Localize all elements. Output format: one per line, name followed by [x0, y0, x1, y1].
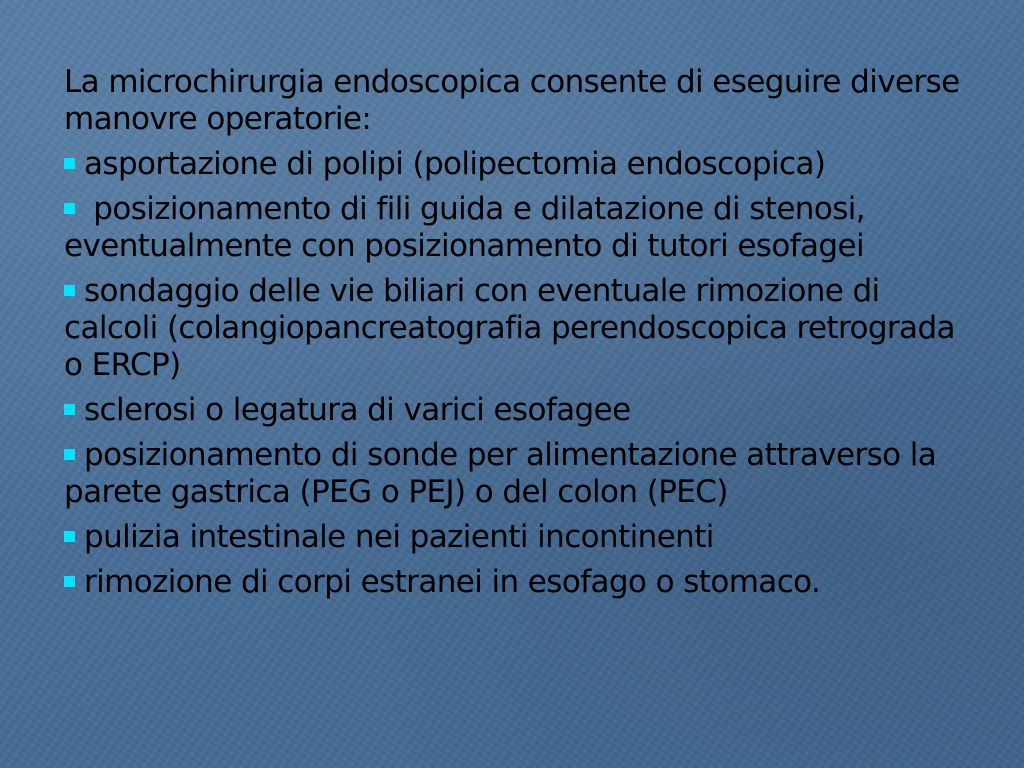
list-item [64, 392, 974, 429]
intro-text: La microchirurgia endoscopica consente di eseguire diverse manovre operatorie: [64, 64, 960, 137]
square-bullet-icon [64, 285, 75, 296]
list-item-text: posizionamento di fili guida e dilatazione di stenosi, eventualmente con posizionamento di tutori esofagei [64, 191, 875, 264]
square-bullet-icon [64, 158, 75, 169]
list-item [64, 146, 974, 183]
list-item [64, 564, 974, 601]
list-item-text: pulizia intestinale nei pazienti incontinenti [84, 519, 714, 555]
slide-body [64, 64, 974, 609]
list-item-text: rimozione di corpi estranei in esofago o stomaco. [84, 564, 821, 600]
square-bullet-icon [64, 531, 75, 542]
list-item-text: posizionamento di sonde per alimentazione attraverso la parete gastrica (PEG o PEJ) o del colon (PEC) [64, 437, 937, 510]
list-item-text: sondaggio delle vie biliari con eventuale rimozione di calcoli (colangiopancreatografia perendoscopica retrograda o ERCP) [64, 273, 955, 383]
list-item-text: asportazione di polipi (polipectomia endoscopica) [84, 146, 826, 182]
list-item [64, 273, 974, 384]
square-bullet-icon [64, 449, 75, 460]
list-item [64, 437, 974, 511]
list-item [64, 519, 974, 556]
square-bullet-icon [64, 203, 75, 214]
list-item [64, 191, 974, 265]
square-bullet-icon [64, 576, 75, 587]
list-item-text: sclerosi o legatura di varici esofagee [84, 392, 631, 428]
square-bullet-icon [64, 404, 75, 415]
